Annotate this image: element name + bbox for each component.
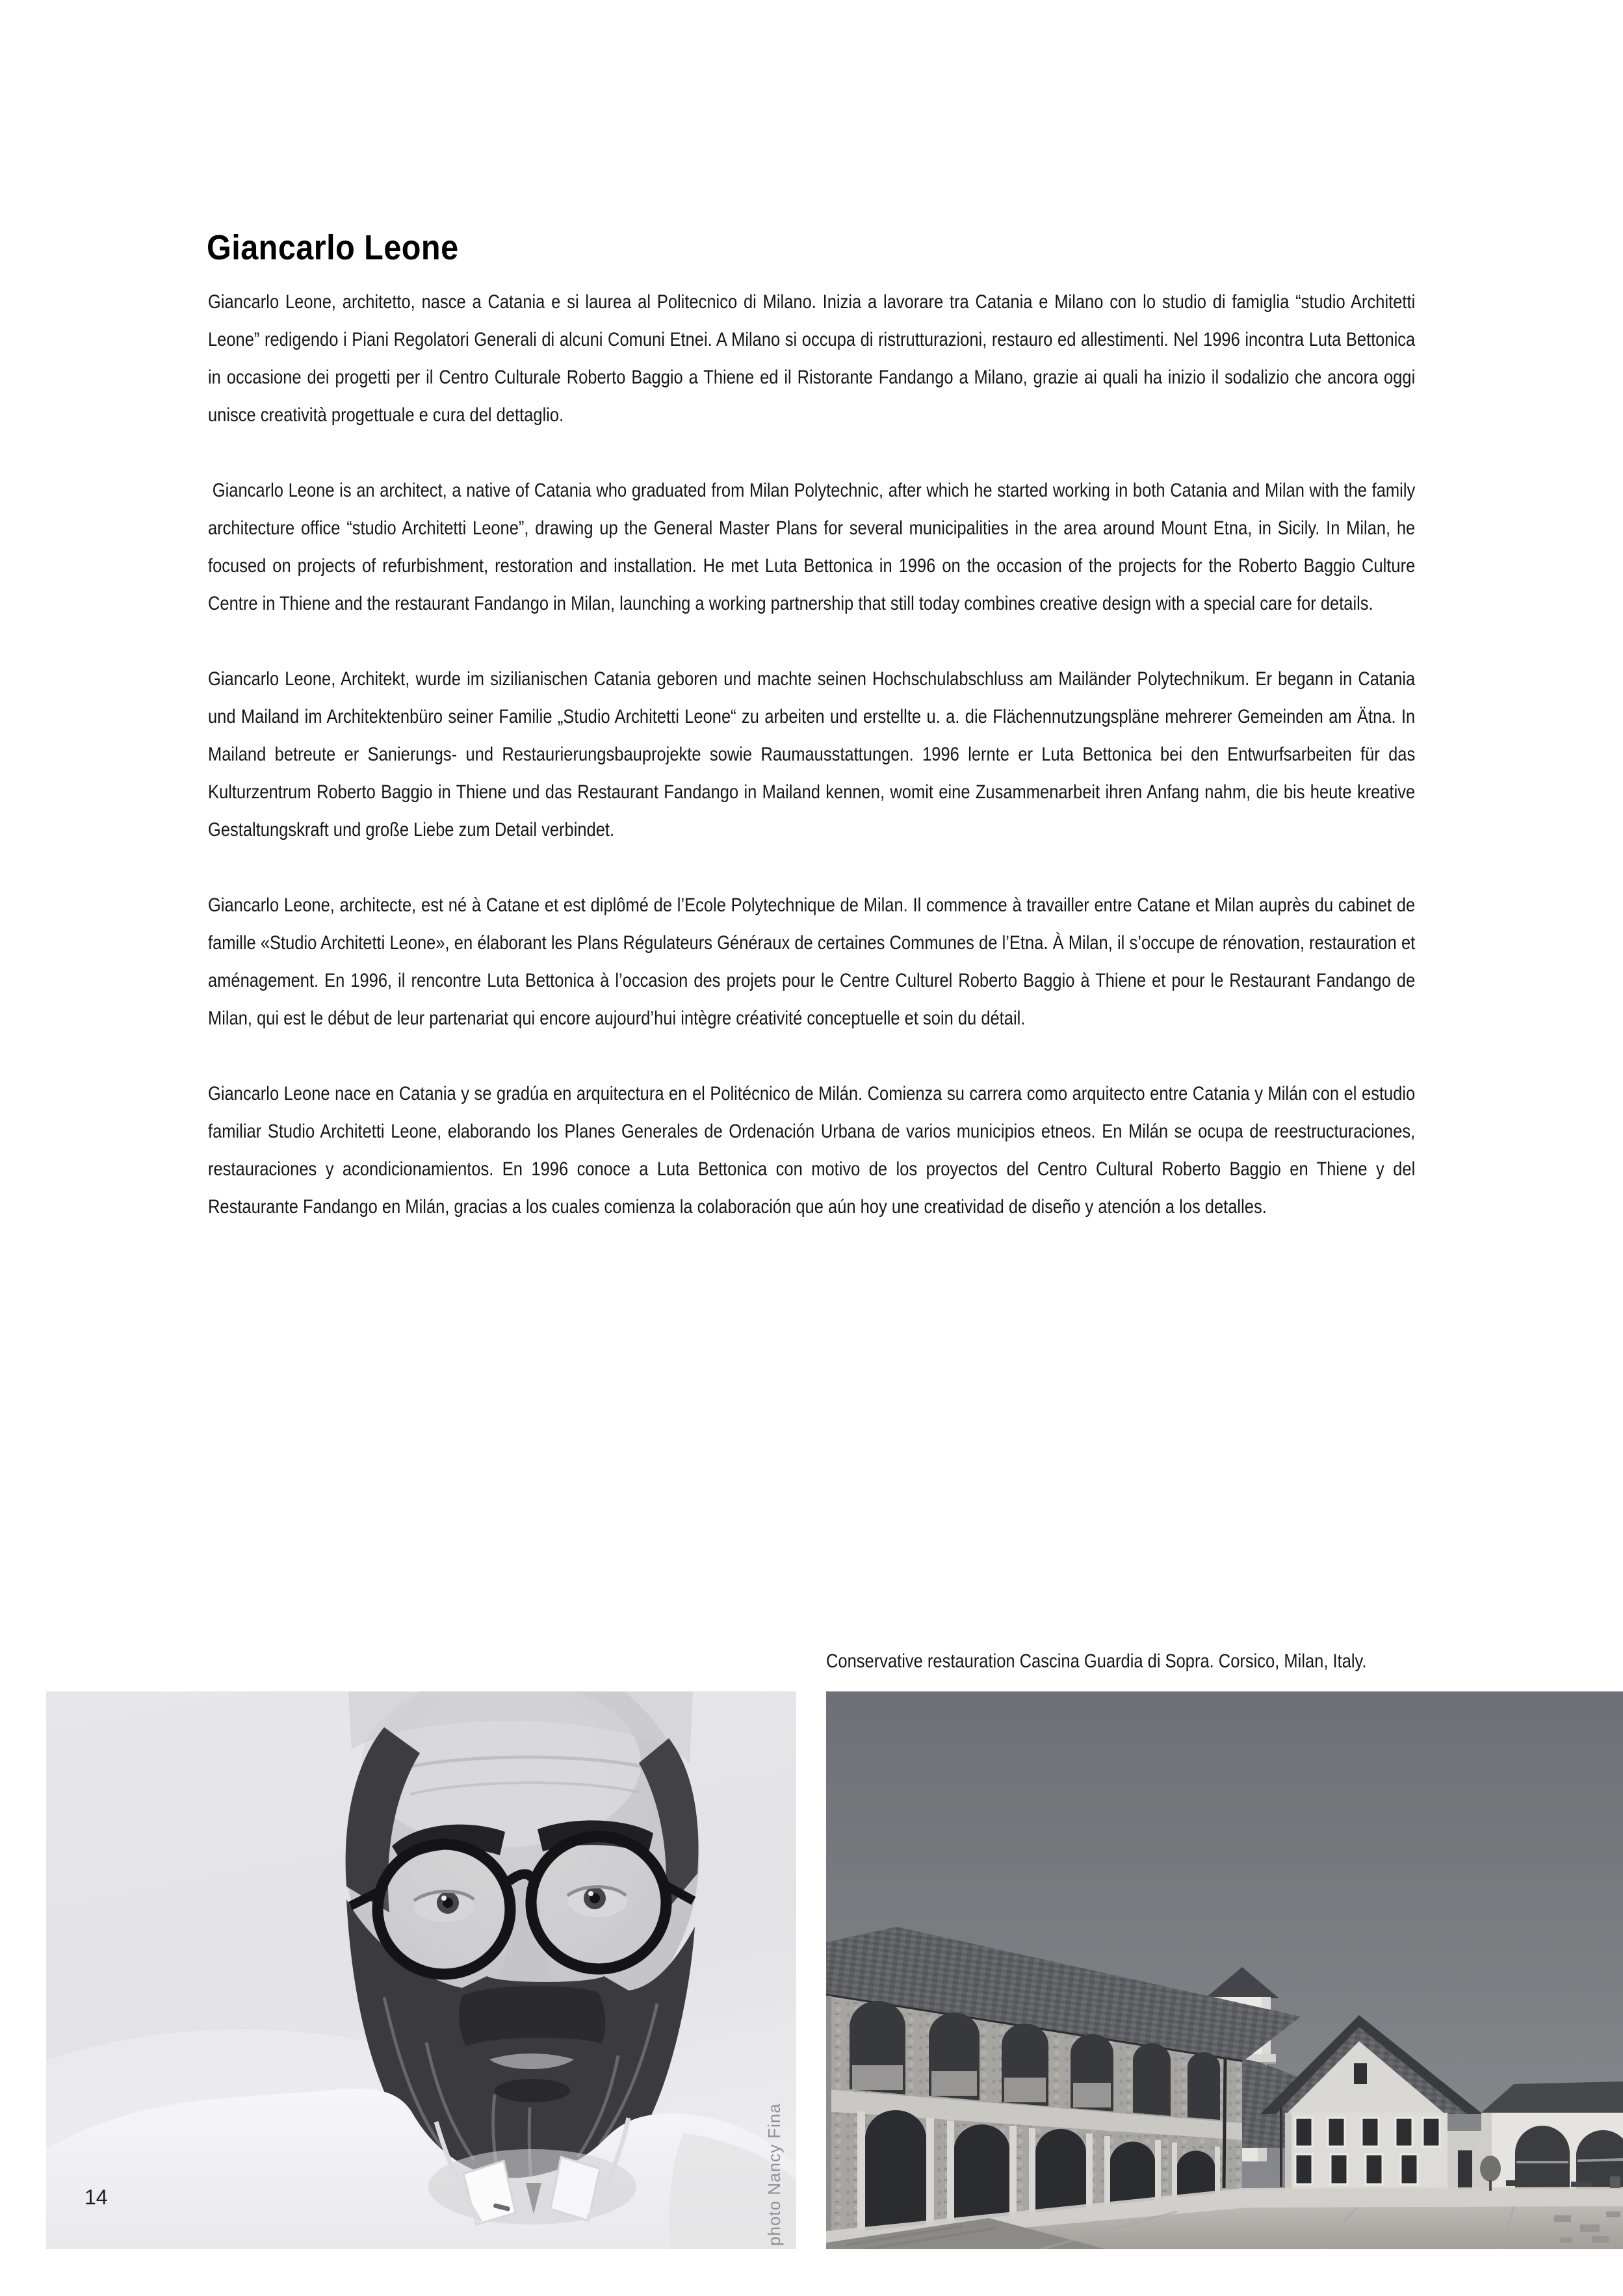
portrait-photo [46, 1691, 796, 2249]
photo-caption: Conservative restauration Cascina Guardia di Sopra. Corsico, Milan, Italy. [826, 1650, 1367, 1672]
building-photo [826, 1691, 1623, 2249]
paragraph-french: Giancarlo Leone, architecte, est né à Catane et est diplômé de l’Ecole Polytechnique de Milan. Il commence à travailler entre Catane et Milan auprès du cabinet de famille «Studio Architetti Leone», en élaborant les Plans Régulateurs Généraux de certaines Communes de l’Etna. À Milan, il s’occupe de rénovation, restauration et aménagement. En 1996, il rencontre Luta Bettonica à l’occasion des projets pour le Centre Culturel Roberto Baggio à Thiene et pour le Restaurant Fandango de Milan, qui est le début de leur partenariat qui encore aujourd’hui intègre créativité conceptuelle et soin du détail. [208, 894, 1416, 1029]
photo-credit-vertical: photo Nancy Fina [764, 2103, 784, 2246]
biography-text-block [208, 283, 1415, 1264]
paragraph-italian: Giancarlo Leone, architetto, nasce a Catania e si laurea al Politecnico di Milano. Inizia a lavorare tra Catania e Milano con lo studio di famiglia “studio Architetti Leone” redigendo i Piani Regolatori Generali di alcuni Comuni Etnei. A Milano si occupa di ristrutturazioni, restauro ed allestimenti. Nel 1996 incontra Luta Bettonica in occasione dei progetti per il Centro Culturale Roberto Baggio a Thiene ed il Ristorante Fandango a Milano, grazie ai quali ha inizio il sodalizio che ancora oggi unisce creatività progettuale e cura del dettaglio. [208, 291, 1416, 426]
paragraph-spanish: Giancarlo Leone nace en Catania y se gradúa en arquitectura en el Politécnico de Milán. Comienza su carrera como arquitecto entre Catania y Milán con el estudio familiar Studio Architetti Leone, elaborando los Planes Generales de Ordenación Urbana de varios municipios etneos. En Milán se ocupa de reestructuraciones, restauraciones y acondicionamientos. En 1996 conoce a Luta Bettonica con motivo de los proyectos del Centro Cultural Roberto Baggio en Thiene y del Restaurante Fandango en Milán, gracias a los cuales comienza la colaboración que aún hoy une creatividad de diseño y atención a los detalles. [208, 1083, 1416, 1218]
portrait-photo-image [46, 1691, 796, 2249]
building-photo-image [826, 1691, 1623, 2249]
page-number: 14 [84, 2185, 108, 2209]
page-title: Giancarlo Leone [207, 228, 459, 268]
paragraph-german: Giancarlo Leone, Architekt, wurde im sizilianischen Catania geboren und machte seinen Hochschulabschluss am Mailänder Polytechnikum. Er begann in Catania und Mailand im Architektenbüro seiner Familie „Studio Architetti Leone“ zu arbeiten und erstellte u. a. die Flächennutzungspläne mehrerer Gemeinden am Ätna. In Mailand betreute er Sanierungs- und Restaurierungsbauprojekte sowie Raumausstattungen. 1996 lernte er Luta Bettonica bei den Entwurfsarbeiten für das Kulturzentrum Roberto Baggio in Thiene und das Restaurant Fandango in Mailand kennen, womit eine Zusammenarbeit ihren Anfang nahm, die bis heute kreative Gestaltungskraft und große Liebe zum Detail verbindet. [208, 668, 1416, 841]
paragraph-english: Giancarlo Leone is an architect, a native of Catania who graduated from Milan Polytechnic, after which he started working in both Catania and Milan with the family architecture office “studio Architetti Leone”, drawing up the General Master Plans for several municipalities in the area around Mount Etna, in Sicily. In Milan, he focused on projects of refurbishment, restoration and installation. He met Luta Bettonica in 1996 on the occasion of the projects for the Roberto Baggio Culture Centre in Thiene and the restaurant Fandango in Milan, launching a working partnership that still today combines creative design with a special care for details. [208, 480, 1416, 614]
